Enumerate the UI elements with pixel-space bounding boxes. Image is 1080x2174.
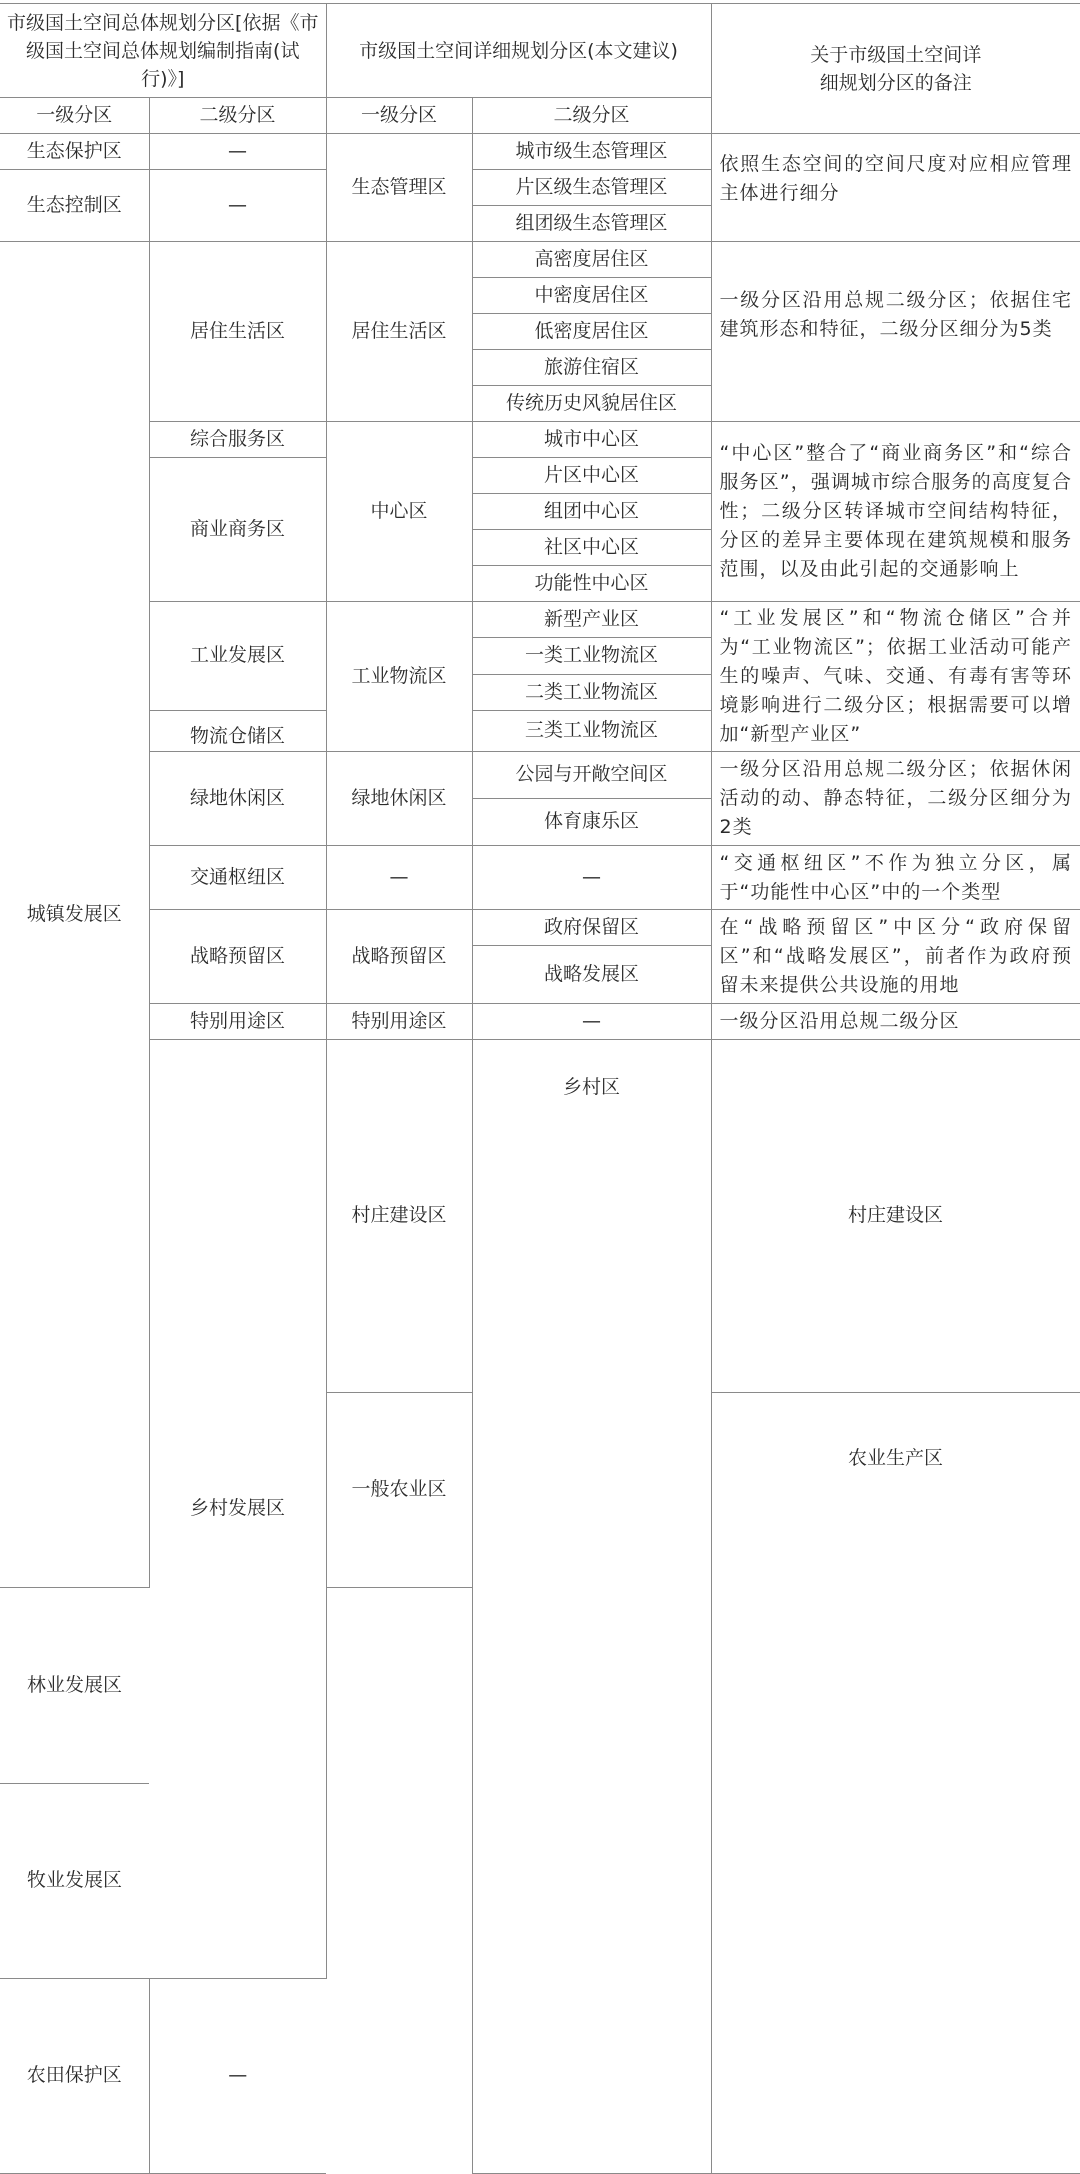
cell-ind-new: 新型产业区 bbox=[472, 602, 711, 638]
cell-ind-2: 二类工业物流区 bbox=[472, 674, 711, 710]
cell-industrial-dev: 工业发展区 bbox=[149, 602, 326, 711]
cell-eco-manage: 生态管理区 bbox=[326, 134, 472, 242]
header-level2-detail: 二级分区 bbox=[472, 98, 711, 134]
cell-ind-logistics: 工业物流区 bbox=[326, 602, 472, 752]
cell-res-hist: 传统历史风貌居住区 bbox=[472, 386, 711, 422]
cell-res-low: 低密度居住区 bbox=[472, 314, 711, 350]
cell-dash: — bbox=[149, 1978, 326, 2173]
note-transport: “交通枢纽区”不作为独立分区，属于“功能性中心区”中的一个类型 bbox=[711, 846, 1080, 910]
cell-center-district: 片区中心区 bbox=[472, 458, 711, 494]
cell-logistics-storage: 物流仓储区 bbox=[149, 711, 326, 752]
zoning-comparison-table bbox=[0, 3, 1080, 2174]
cell-ind-3: 三类工业物流区 bbox=[472, 711, 711, 752]
cell-dash: — bbox=[149, 170, 326, 242]
cell-center: 中心区 bbox=[326, 422, 472, 602]
cell-park-open: 公园与开敞空间区 bbox=[472, 752, 711, 799]
cell-center-community: 社区中心区 bbox=[472, 530, 711, 566]
cell-special-detail: 特别用途区 bbox=[326, 1004, 472, 1040]
note-strategic: 在“战略预留区”中区分“政府保留区”和“战略发展区”，前者作为政府预留未来提供公共设施的用地 bbox=[711, 910, 1080, 1004]
cell-sports: 体育康乐区 bbox=[472, 799, 711, 846]
cell-commercial: 商业商务区 bbox=[149, 458, 326, 602]
cell-eco-control: 生态控制区 bbox=[0, 170, 149, 242]
header-level1-detail: 一级分区 bbox=[326, 98, 472, 134]
cell-rural-dev: 乡村发展区 bbox=[149, 1040, 326, 1979]
header-remarks: 关于市级国土空间详细规划分区的备注 bbox=[711, 4, 1080, 134]
cell-green-leisure-master: 绿地休闲区 bbox=[149, 752, 326, 846]
cell-dash: — bbox=[326, 846, 472, 910]
cell-gov-reserve: 政府保留区 bbox=[472, 910, 711, 946]
cell-dash: — bbox=[472, 1004, 711, 1040]
cell-res-tour: 旅游住宿区 bbox=[472, 350, 711, 386]
note-residential: 一级分区沿用总规二级分区；依据住宅建筑形态和特征，二级分区细分为5类 bbox=[711, 242, 1080, 422]
cell-res-high: 高密度居住区 bbox=[472, 242, 711, 278]
note-special: 一级分区沿用总规二级分区 bbox=[711, 1004, 1080, 1040]
cell-strategic-dev: 战略发展区 bbox=[472, 946, 711, 1004]
cell-strategic-detail: 战略预留区 bbox=[326, 910, 472, 1004]
note-center: “中心区”整合了“商业商务区”和“综合服务区”，强调城市综合服务的高度复合性；二级分区转译城市空间结构特征，分区的差异主要体现在建筑规模和服务范围，以及由此引起的交通影响上 bbox=[711, 422, 1080, 602]
cell-eco-district: 片区级生态管理区 bbox=[472, 170, 711, 206]
cell-eco-protect: 生态保护区 bbox=[0, 134, 149, 170]
note-green: 一级分区沿用总规二级分区；依据休闲活动的动、静态特征，二级分区细分为2类 bbox=[711, 752, 1080, 846]
cell-res-mid: 中密度居住区 bbox=[472, 278, 711, 314]
cell-eco-city: 城市级生态管理区 bbox=[472, 134, 711, 170]
cell-comp-service: 综合服务区 bbox=[149, 422, 326, 458]
note-industrial: “工业发展区”和“物流仓储区”合并为“工业物流区”；依据工业活动可能产生的噪声、气味、交通、有毒有害等环境影响进行二级分区；根据需要可以增加“新型产业区” bbox=[711, 602, 1080, 752]
cell-residential-master: 居住生活区 bbox=[149, 242, 326, 422]
cell-farmland-protect: 农田保护区 bbox=[0, 1978, 149, 2173]
cell-agri-prod: 农业生产区 bbox=[711, 1393, 1080, 2174]
header-detail-plan: 市级国土空间详细规划分区(本文建议) bbox=[326, 4, 711, 98]
cell-eco-group: 组团级生态管理区 bbox=[472, 206, 711, 242]
cell-dash: — bbox=[149, 134, 326, 170]
cell-rural: 乡村区 bbox=[472, 1040, 711, 2174]
cell-village-build-detail: 村庄建设区 bbox=[711, 1040, 1080, 1393]
cell-livestock: 牧业发展区 bbox=[0, 1783, 149, 1978]
cell-center-group: 组团中心区 bbox=[472, 494, 711, 530]
cell-transport-hub: 交通枢纽区 bbox=[149, 846, 326, 910]
header-level1-master: 一级分区 bbox=[0, 98, 149, 134]
cell-center-functional: 功能性中心区 bbox=[472, 566, 711, 602]
header-level2-master: 二级分区 bbox=[149, 98, 326, 134]
cell-green-leisure-detail: 绿地休闲区 bbox=[326, 752, 472, 846]
cell-residential-detail: 居住生活区 bbox=[326, 242, 472, 422]
cell-forestry: 林业发展区 bbox=[0, 1588, 149, 1783]
cell-ind-1: 一类工业物流区 bbox=[472, 638, 711, 674]
note-eco: 依照生态空间的空间尺度对应相应管理主体进行细分 bbox=[711, 134, 1080, 242]
cell-special-master: 特别用途区 bbox=[149, 1004, 326, 1040]
cell-dash: — bbox=[472, 846, 711, 910]
cell-village-build-master: 村庄建设区 bbox=[326, 1040, 472, 1393]
cell-strategic-master: 战略预留区 bbox=[149, 910, 326, 1004]
cell-general-agri: 一般农业区 bbox=[326, 1393, 472, 1588]
header-master-plan: 市级国土空间总体规划分区[依据《市级国土空间总体规划编制指南(试行)》] bbox=[0, 4, 326, 98]
cell-center-city: 城市中心区 bbox=[472, 422, 711, 458]
cell-urban-dev: 城镇发展区 bbox=[0, 242, 149, 1588]
